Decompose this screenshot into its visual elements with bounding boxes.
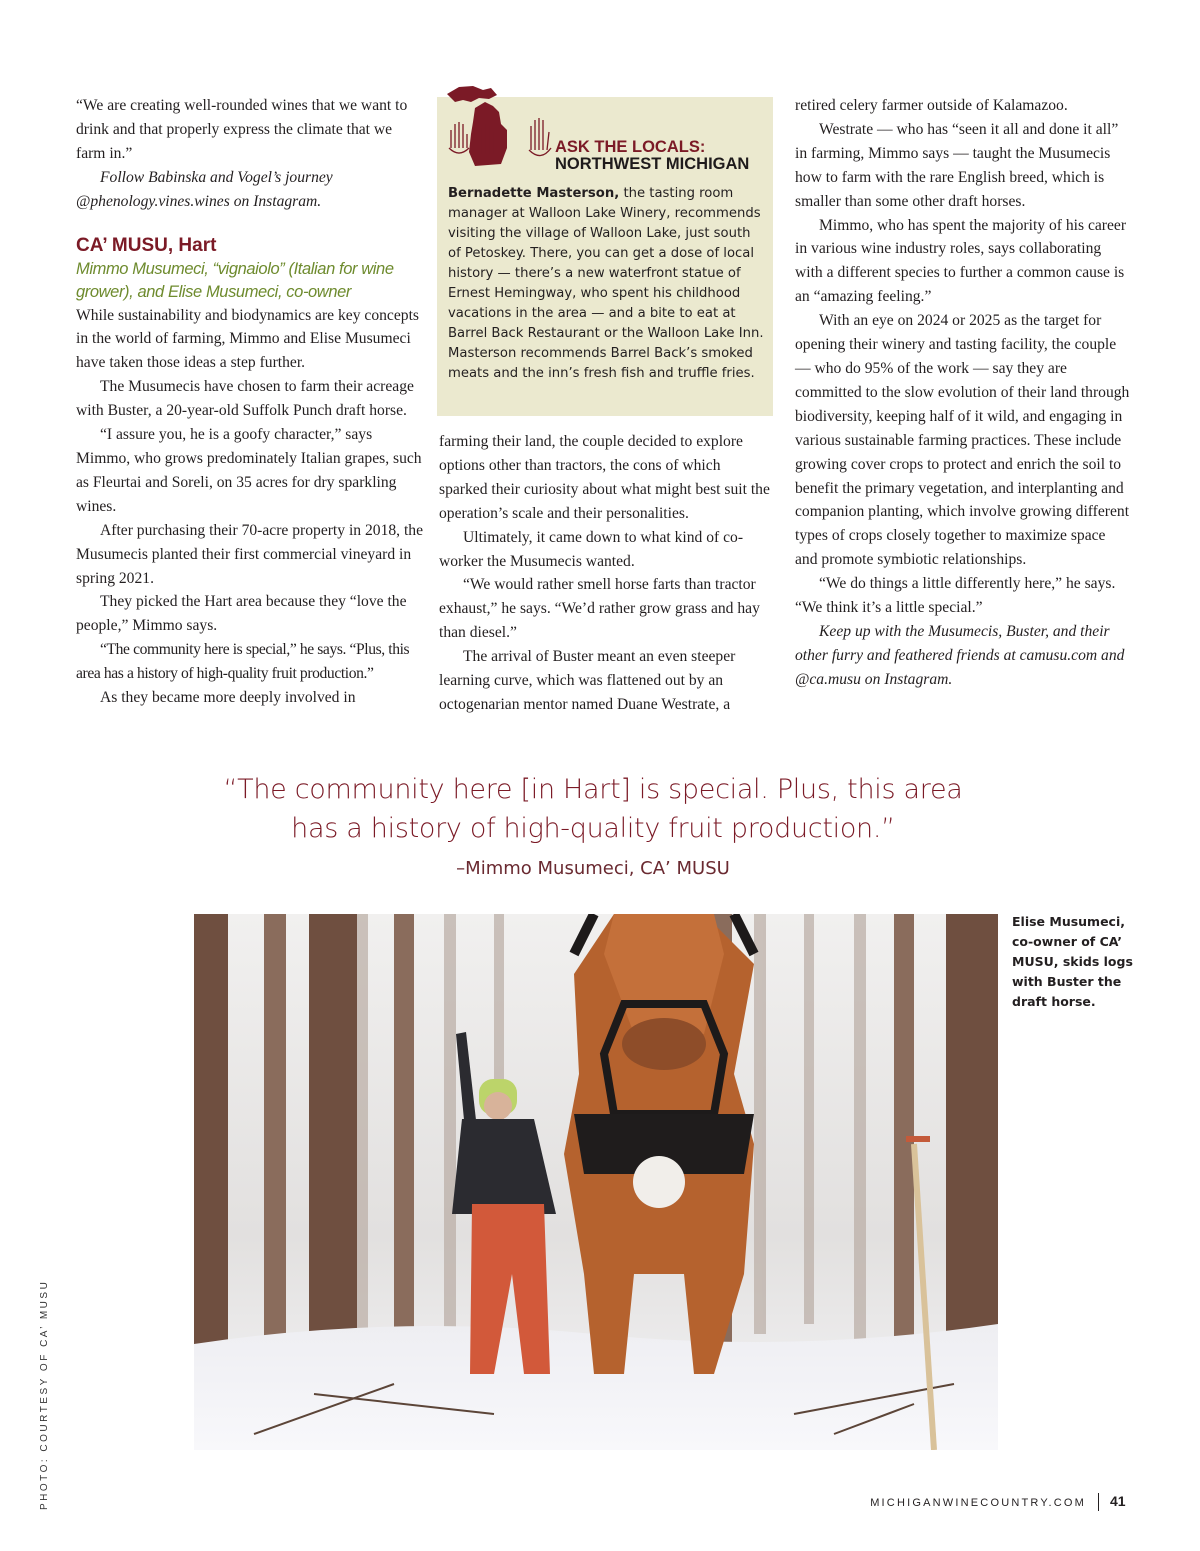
- body-paragraph: Mimmo, who has spent the majority of his career in various wine industry roles, says collaborating with a different species to further a common cause is an “amazing feeling.”: [795, 216, 1127, 306]
- sidebar-heading: [555, 139, 749, 173]
- sidebar-heading-line2: NORTHWEST MICHIGAN: [555, 155, 750, 173]
- body-paragraph: They picked the Hart area because they “love the people,” Mimmo says.: [76, 593, 407, 635]
- photo-caption: Elise Musumeci, co-owner of CA’ MUSU, skids logs with Buster the draft horse.: [1012, 914, 1133, 1009]
- body-paragraph: retired celery farmer outside of Kalamazoo.: [795, 97, 1068, 114]
- article-column-3: [795, 94, 1130, 692]
- pull-quote-attribution: –Mimmo Musumeci, CA’ MUSU: [456, 858, 730, 879]
- follow-note: Keep up with the Musumecis, Buster, and their other furry and feathered friends at camusu.com and @ca.musu on Instagram.: [795, 622, 1125, 688]
- follow-note: Follow Babinska and Vogel’s journey @phenology.vines.wines on Instagram.: [76, 168, 333, 210]
- body-paragraph: As they became more deeply involved in: [100, 689, 356, 707]
- horse-photo: [194, 914, 998, 1450]
- body-paragraph: “We do things a little differently here,” he says. “We think it’s a little special.”: [795, 575, 1116, 617]
- sidebar-lead-name: Bernadette Masterson,: [448, 186, 620, 201]
- body-paragraph: While sustainability and biodynamics are key concepts in the world of farming, Mimmo and Elise Musumeci have taken those ideas a step further.: [76, 306, 419, 372]
- quote-paragraph: “We are creating well-rounded wines that we want to drink and that properly express the climate that we farm in.”: [76, 97, 408, 162]
- body-paragraph: The Musumecis have chosen to farm their acreage with Buster, a 20-year-old Suffolk Punch draft horse.: [76, 378, 414, 420]
- footer-url: MICHIGANWINECOUNTRY.COM: [870, 1497, 1086, 1509]
- footer-divider: [1098, 1493, 1099, 1511]
- body-paragraph: The arrival of Buster meant an even steeper learning curve, which was flattened out by an octogenarian mentor named Duane Westrate, a: [439, 648, 736, 713]
- sidebar-body: [448, 184, 766, 384]
- body-paragraph: “The community here is special,” he says. “Plus, this area has a history of high-quality fruit production.”: [76, 641, 410, 683]
- article-column-2: [439, 430, 772, 717]
- article-column-1: [76, 94, 424, 710]
- pull-quote-line2: has a history of high-quality fruit production.”: [291, 813, 895, 844]
- body-paragraph: Ultimately, it came down to what kind of co-worker the Musumecis wanted.: [439, 528, 744, 570]
- page-number: 41: [1110, 1493, 1126, 1509]
- body-paragraph: After purchasing their 70-acre property in 2018, the Musumecis planted their first commercial vineyard in spring 2021.: [76, 521, 424, 587]
- pull-quote: [150, 770, 1036, 848]
- body-paragraph: “We would rather smell horse farts than tractor exhaust,” he says. “We’d rather grow grass and hay than diesel.”: [439, 576, 760, 642]
- pull-quote-line1: “The community here [in Hart] is special. Plus, this area: [223, 774, 963, 805]
- body-paragraph: farming their land, the couple decided to explore options other than tractors, the cons of which sparked their curiosity about what might best suit the operation’s scale and their personalities.: [439, 433, 770, 522]
- body-paragraph: “I assure you, he is a goofy character,” says Mimmo, who grows predominately Italian grapes, such as Fleurtai and Soreli, on 35 acres for dry sparkling wines.: [76, 426, 422, 515]
- body-paragraph: With an eye on 2024 or 2025 as the target for opening their winery and tasting facility, the couple — who do 95% of the work — say they are committed to the slow evolution of their land through biodiversity, keeping half of it wild, and engaging in various sustainable farming practices. These include growing cover crops to protect and enrich the soil to benefit the primary vegetation, and interplanting and companion planting, which involve growing different types of crops closely together to maximize space and promote symbiotic relationships.: [795, 312, 1130, 569]
- michigan-hands-icon: [445, 78, 557, 173]
- section-title: CA’ MUSU, Hart: [76, 234, 217, 256]
- section-subtitle: Mimmo Musumeci, “vignaiolo” (Italian for wine grower), and Elise Musumeci, co-owner: [76, 259, 394, 301]
- body-paragraph: Westrate — who has “seen it all and done it all” in farming, Mimmo says — taught the Musumecis how to farm with the rare English breed, which is smaller than some other draft horses.: [795, 120, 1119, 210]
- sidebar-text: the tasting room manager at Walloon Lake Winery, recommends visiting the village of Walloon Lake, just south of Petoskey. There, you can get a dose of local history — there’s a new waterfront statue of Ernest Hemingway, who spent his childhood vacations in the area — and a bite to eat at Barrel Back Restaurant or the Walloon Lake Inn. Masterson recommends Barrel Back’s smoked meats and the inn’s fresh fish and truffle fries.: [448, 186, 764, 381]
- photo-credit: PHOTO: COURTESY OF CA’ MUSU: [39, 1279, 50, 1510]
- sidebar-heading-line1: ASK THE LOCALS:: [555, 138, 706, 156]
